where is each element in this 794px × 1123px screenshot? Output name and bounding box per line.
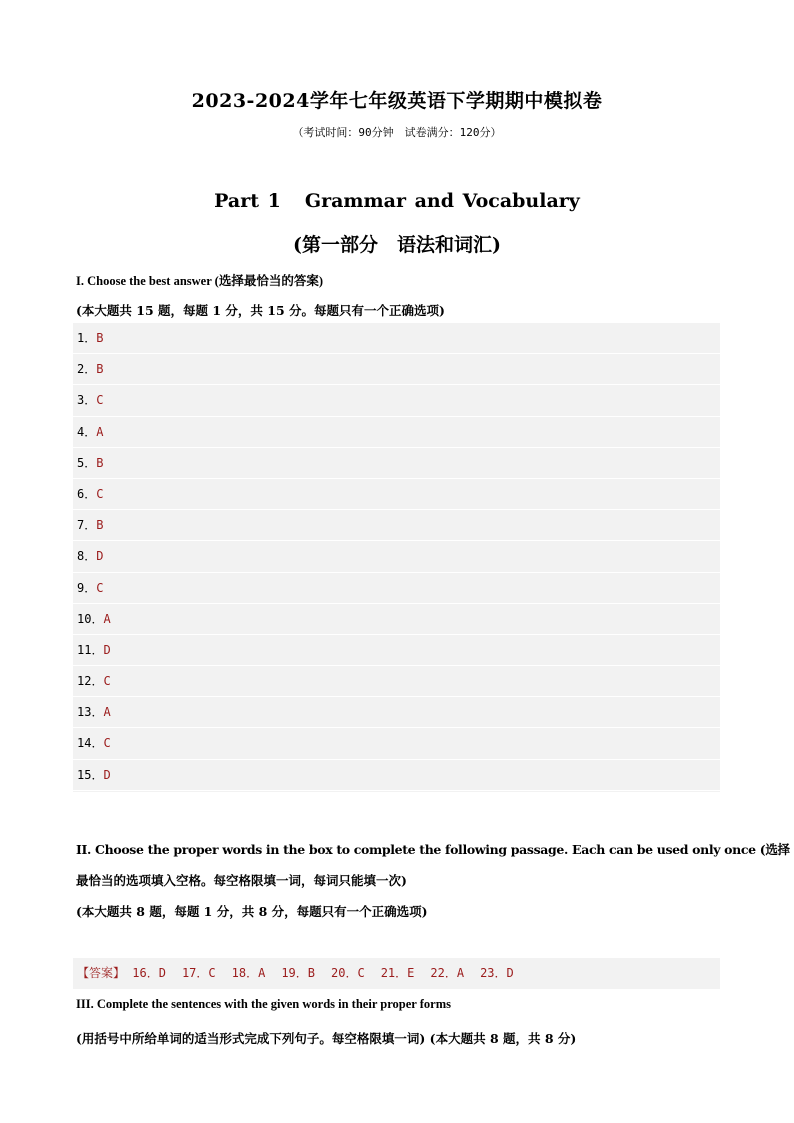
answer-row — [73, 354, 720, 385]
answer-row — [73, 573, 720, 604]
answer-value: C — [96, 580, 104, 595]
answer-value: B — [96, 518, 104, 533]
section2-answer-bar — [73, 958, 720, 989]
answer-row — [73, 666, 720, 697]
answer-list — [73, 323, 720, 792]
section2-answer-item: 17．C — [181, 966, 216, 980]
answer-number: 12． — [77, 674, 104, 689]
answer-tag: 【答案】 — [77, 966, 126, 980]
answer-row — [73, 510, 720, 541]
section2-answer-item: 23．D — [480, 966, 514, 980]
answer-row — [73, 479, 720, 510]
answer-number: 11． — [77, 642, 104, 657]
answer-number: 13． — [77, 705, 104, 720]
answer-number: 3． — [77, 393, 97, 408]
answer-row — [73, 635, 720, 666]
section1-note: (本大题共 15 题，每题 1 分，共 15 分。每题只有一个正确选项) — [76, 303, 445, 318]
page-title: 2023-2024学年七年级英语下学期期中模拟卷 — [191, 90, 603, 112]
answer-value: C — [103, 736, 111, 751]
answer-number: 7． — [77, 518, 97, 533]
section2-note: (本大题共 8 题，每题 1 分，共 8 分，每题只有一个正确选项) — [76, 904, 428, 919]
section2-answer-item: 22．A — [430, 966, 465, 980]
answer-number: 5． — [77, 455, 97, 470]
answer-number: 4． — [77, 424, 97, 439]
answer-row — [73, 417, 720, 448]
section2-answer-item: 21．E — [380, 966, 415, 980]
part-title — [0, 190, 794, 212]
answer-value: A — [96, 424, 104, 439]
answer-row — [73, 760, 720, 791]
answer-value: A — [103, 611, 111, 626]
exam-info: （考试时间：90分钟 试卷满分：120分） — [292, 126, 502, 139]
section3-heading: III. Complete the sentences with the given words in their proper forms — [76, 997, 451, 1011]
section2-heading-line1: II. Choose the proper words in the box to complete the following passage. Each can be used only once (选择 — [76, 842, 790, 857]
answer-number: 8． — [77, 549, 97, 564]
answer-number: 6． — [77, 486, 97, 501]
answer-row — [73, 323, 720, 354]
answer-value: A — [103, 705, 111, 720]
part-name: Grammar and Vocabulary — [304, 190, 580, 212]
answer-number: 9． — [77, 580, 97, 595]
answer-row — [73, 448, 720, 479]
answer-value: B — [96, 362, 104, 377]
part-label: Part 1 — [214, 190, 281, 212]
section2-answer-item: 19．B — [281, 966, 315, 980]
answer-number: 1． — [77, 331, 97, 345]
section1-heading: I. Choose the best answer (选择最恰当的答案) — [76, 274, 323, 288]
answer-number: 2． — [77, 362, 97, 377]
answer-number: 10． — [77, 611, 104, 626]
answer-value: D — [103, 767, 111, 782]
answer-value: B — [96, 455, 104, 470]
answer-row — [73, 728, 720, 759]
answer-number: 14． — [77, 736, 104, 751]
answer-value: C — [103, 674, 111, 689]
answer-row — [73, 604, 720, 635]
answer-value: D — [103, 642, 111, 657]
section2-heading-line2: 最恰当的选项填入空格。每空格限填一词，每词只能填一次) — [76, 873, 407, 888]
section2-heading — [76, 834, 790, 927]
section2-answer-item: 16．D — [132, 966, 166, 980]
part-chinese-title: (第一部分 语法和词汇) — [293, 234, 501, 256]
section2-answer-item: 18．A — [231, 966, 266, 980]
answer-value: D — [96, 549, 104, 564]
answer-value: B — [96, 331, 104, 345]
answer-row — [73, 697, 720, 728]
section2-answer-item: 20．C — [331, 966, 365, 980]
answer-value: C — [96, 486, 104, 501]
section3-note: (用括号中所给单词的适当形式完成下列句子。每空格限填一词) (本大题共 8 题，共 8 分) — [76, 1031, 577, 1046]
answer-row — [73, 541, 720, 572]
answer-number: 15． — [77, 767, 104, 782]
answer-row — [73, 385, 720, 416]
answer-value: C — [96, 393, 104, 408]
